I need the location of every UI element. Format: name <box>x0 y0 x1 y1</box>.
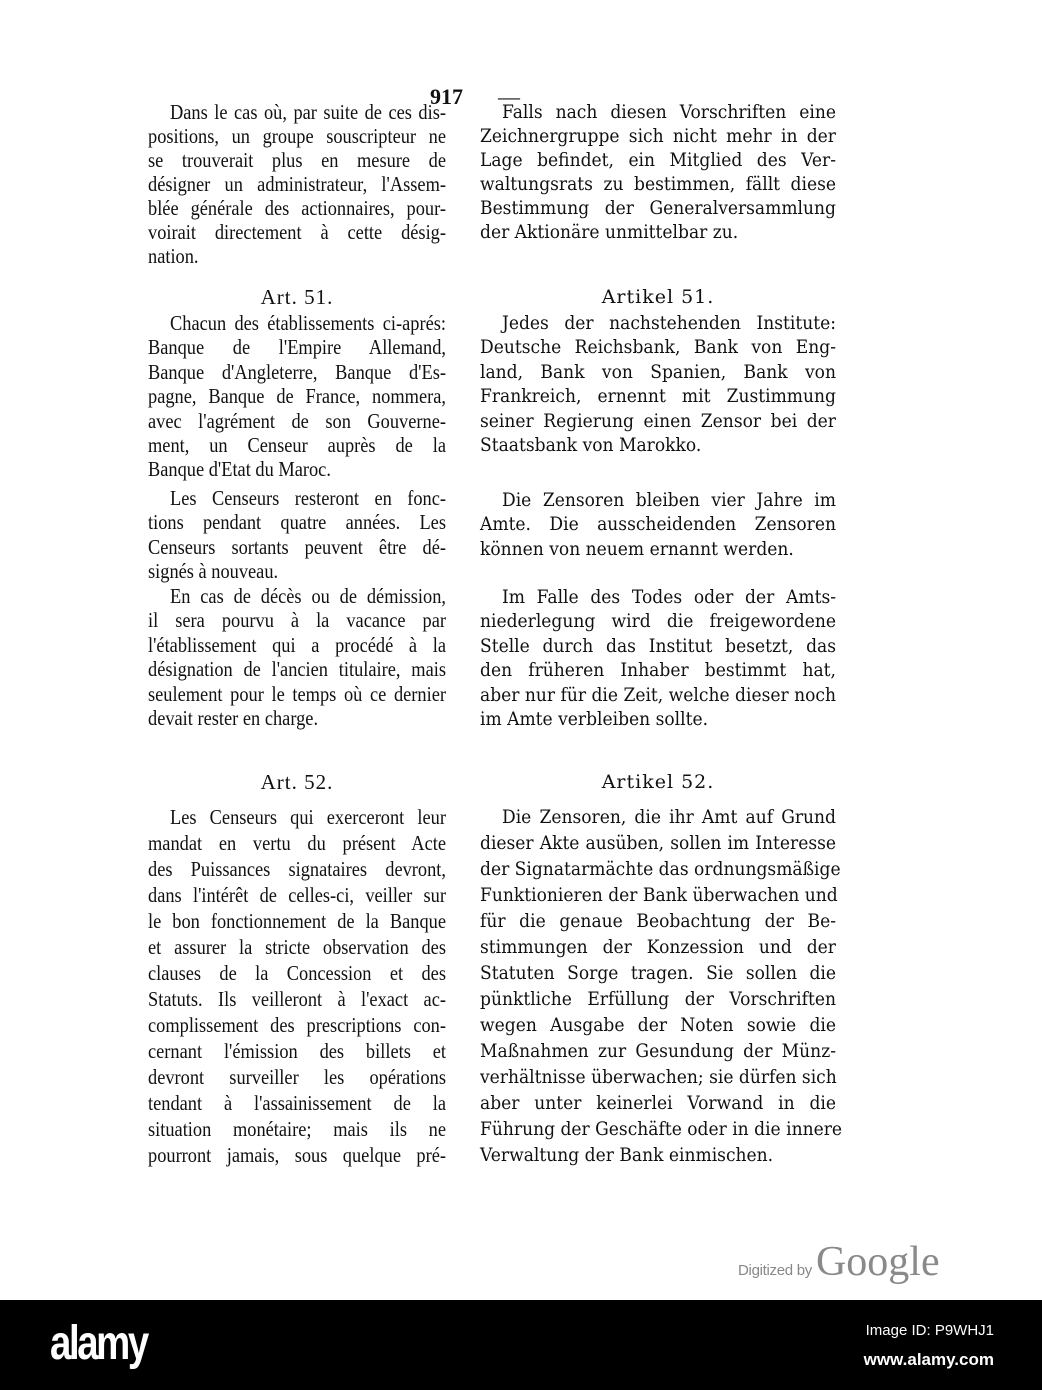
french-text-line: il sera pourvu à la vacance par <box>148 608 446 633</box>
french-text-line: blée générale des actionnaires, pour- <box>148 196 446 220</box>
german-text-line: Stelle durch das Institut besetzt, das <box>480 634 836 657</box>
german-text-line: Jedes der nachstehenden Institute: <box>502 312 836 334</box>
german-text-line: Frankreich, ernennt mit Zustimmung <box>480 385 836 408</box>
german-text-line: pünktliche Erfüllung der Vorschriften <box>480 988 836 1010</box>
french-text-line: désigner un administrateur, l'Assem- <box>148 172 446 196</box>
german-text-line: der Aktionäre unmittelbar zu. <box>480 221 739 243</box>
german-text-line: Führung der Geschäfte oder in die innere <box>480 1118 843 1140</box>
french-text-line: avec l'agrément de son Gouverne- <box>148 408 446 433</box>
french-text-line: tions pendant quatre années. Les <box>148 510 446 535</box>
french-text-line: Chacun des établissements ci-aprés: <box>170 311 446 335</box>
german-text-line: waltungsrats zu bestimmen, fällt diese <box>480 173 836 195</box>
french-art51-heading: Art. 51. <box>260 285 334 309</box>
alamy-url: www.alamy.com <box>863 1350 994 1369</box>
german-text-line: land, Bank von Spanien, Bank von <box>480 360 836 383</box>
digitized-by-label: Digitized by <box>738 1262 812 1279</box>
french-text-line: dans l'intérêt de celles-ci, veiller sur <box>148 883 446 907</box>
french-text-line: tendant à l'assainissement de la <box>148 1091 446 1115</box>
german-text-line: Die Zensoren bleiben vier Jahre im <box>502 489 836 511</box>
german-text-line: dieser Akte ausüben, sollen im Interesse <box>480 832 836 854</box>
french-text-line: Dans le cas où, par suite de ces dis- <box>170 100 446 124</box>
french-text-line: mandat en vertu du présent Acte <box>148 831 446 855</box>
french-text-line: l'établissement qui a procédé à la <box>148 632 446 657</box>
french-text-line: Banque d'Angleterre, Banque d'Es- <box>148 359 446 384</box>
german-text-line: Zeichnergruppe sich nicht mehr in der <box>480 125 836 147</box>
alamy-logo: alamy <box>50 1317 147 1370</box>
french-text-line: pourront jamais, sous quelque pré- <box>148 1143 446 1167</box>
german-text-line: der Signatarmächte das ordnungsmäßige <box>480 858 841 880</box>
german-text-line: verhältnisse überwachen; sie dürfen sich <box>480 1066 837 1088</box>
french-text-line: devait rester en charge. <box>148 706 319 730</box>
page-number-dash: — <box>498 84 520 109</box>
german-text-line: Funktionieren der Bank überwachen und <box>480 884 838 906</box>
german-text-line: Falls nach diesen Vorschriften eine <box>502 101 836 123</box>
german-text-line: stimmungen der Konzession und der <box>480 936 836 958</box>
french-text-line: complissement des prescriptions con- <box>148 1013 446 1037</box>
french-text-line: clauses de la Concession et des <box>148 961 446 985</box>
french-text-line: situation monétaire; mais ils ne <box>148 1117 446 1141</box>
french-text-line: Statuts. Ils veilleront à l'exact ac- <box>148 987 446 1011</box>
french-text-line: Censeurs sortants peuvent être dé- <box>148 534 446 559</box>
german-text-line: im Amte verbleiben sollte. <box>480 708 709 730</box>
french-text-line: le bon fonctionnement de la Banque <box>148 909 446 933</box>
german-text-line: Maßnahmen zur Gesundung der Münz- <box>480 1040 836 1062</box>
german-art52-heading: Artikel 52. <box>601 771 715 793</box>
german-text-line: Statuten Sorge tragen. Sie sollen die <box>480 962 836 984</box>
german-text-line: für die genaue Beobachtung der Be- <box>480 910 836 932</box>
german-text-line: Staatsbank von Marokko. <box>480 434 702 456</box>
french-text-line: Banque d'Etat du Maroc. <box>148 457 331 482</box>
german-text-line: aber nur für die Zeit, welche dieser noch <box>480 683 836 706</box>
french-text-line: cernant l'émission des billets et <box>148 1039 446 1063</box>
german-text-line: wegen Ausgabe der Noten sowie die <box>480 1014 836 1036</box>
french-text-line: Les Censeurs qui exerceront leur <box>170 805 446 829</box>
french-text-line: voirait directement à cette désig- <box>148 220 446 244</box>
french-text-line: devront surveiller les opérations <box>148 1065 446 1089</box>
alamy-footer-bar <box>0 1300 1042 1390</box>
french-text-line: nation. <box>148 244 199 268</box>
french-text-line: ment, un Censeur auprès de la <box>148 433 446 457</box>
french-text-line: Banque de l'Empire Allemand, <box>148 335 446 360</box>
german-text-line: Lage befindet, ein Mitglied des Ver- <box>480 149 836 171</box>
german-text-line: Amte. Die ausscheidenden Zensoren <box>480 513 836 536</box>
french-art52-heading: Art. 52. <box>260 770 334 794</box>
page-number: 917 <box>430 84 463 109</box>
french-text-line: pagne, Banque de France, nommera, <box>148 384 446 409</box>
german-text-line: seiner Regierung einen Zensor bei der <box>480 409 836 432</box>
french-text-line: seulement pour le temps où ce dernier <box>148 681 446 706</box>
german-text-line: aber unter keinerlei Vorwand in die <box>480 1092 836 1114</box>
french-text-line: Les Censeurs resteront en fonc- <box>170 486 446 510</box>
french-text-line: se trouverait plus en mesure de <box>148 148 446 172</box>
german-text-line: den früheren Inhaber bestimmt hat, <box>480 659 836 682</box>
german-art51-heading: Artikel 51. <box>601 286 715 308</box>
digitized-by-google-watermark <box>738 1238 940 1286</box>
google-logo: Google <box>815 1239 940 1285</box>
german-text-line: Deutsche Reichsbank, Bank von Eng- <box>480 336 836 359</box>
french-text-line: et assurer la stricte observation des <box>148 935 446 959</box>
german-text-line: können von neuem ernannt werden. <box>480 537 794 560</box>
german-text-line: niederlegung wird die freigewordene <box>480 610 836 633</box>
french-text-line: En cas de décès ou de démission, <box>170 584 446 608</box>
german-text-line: Verwaltung der Bank einmischen. <box>480 1144 774 1166</box>
german-text-line: Die Zensoren, die ihr Amt auf Grund <box>502 806 836 828</box>
french-text-line: positions, un groupe souscripteur ne <box>148 124 446 148</box>
french-text-line: signés à nouveau. <box>148 559 279 584</box>
german-text-line: Im Falle des Todes oder der Amts- <box>502 586 836 608</box>
image-id: Image ID: P9WHJ1 <box>865 1322 994 1339</box>
french-text-line: des Puissances signataires devront, <box>148 857 446 881</box>
german-text-line: Bestimmung der Generalversammlung <box>480 197 836 219</box>
french-text-line: désignation de l'ancien titulaire, mais <box>148 657 446 682</box>
